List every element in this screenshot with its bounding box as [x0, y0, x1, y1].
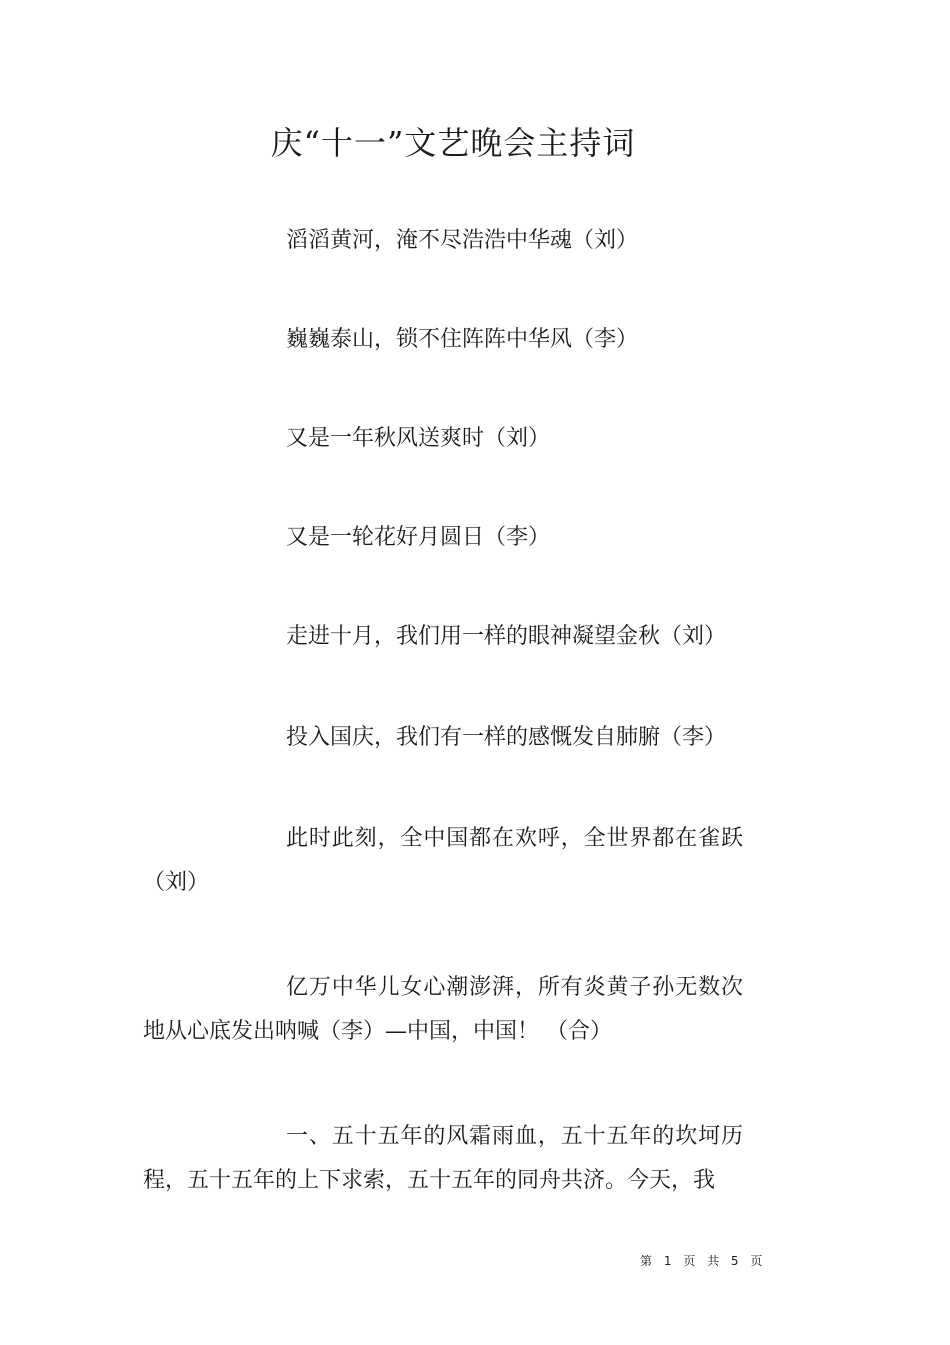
document-title: 庆“十一”文艺晚会主持词 [270, 124, 636, 162]
paragraph-5: 走进十月，我们用一样的眼神凝望金秋（刘） [286, 624, 727, 649]
page-number-footer: 第 1 页 共 5 页 [640, 1254, 767, 1268]
paragraph-1: 滔滔黄河，淹不尽浩浩中华魂（刘） [286, 228, 639, 253]
paragraph-9: 一、五十五年的风霜雨血，五十五年的坎坷历程，五十五年的上下求索，五十五年的同舟共济。今天，我 [143, 1124, 743, 1193]
paragraph-8: 亿万中华儿女心潮澎湃，所有炎黄子孙无数次地从心底发出呐喊（李）—中国，中国！ （合） [143, 975, 743, 1044]
paragraph-3: 又是一年秋风送爽时（刘） [286, 426, 551, 451]
paragraph-4: 又是一轮花好月圆日（李） [286, 525, 551, 550]
paragraph-2: 巍巍泰山，锁不住阵阵中华风（李） [286, 327, 639, 352]
paragraph-7: 此时此刻，全中国都在欢呼，全世界都在雀跃（刘） [143, 826, 743, 895]
paragraph-6: 投入国庆，我们有一样的感慨发自肺腑（李） [286, 725, 727, 750]
